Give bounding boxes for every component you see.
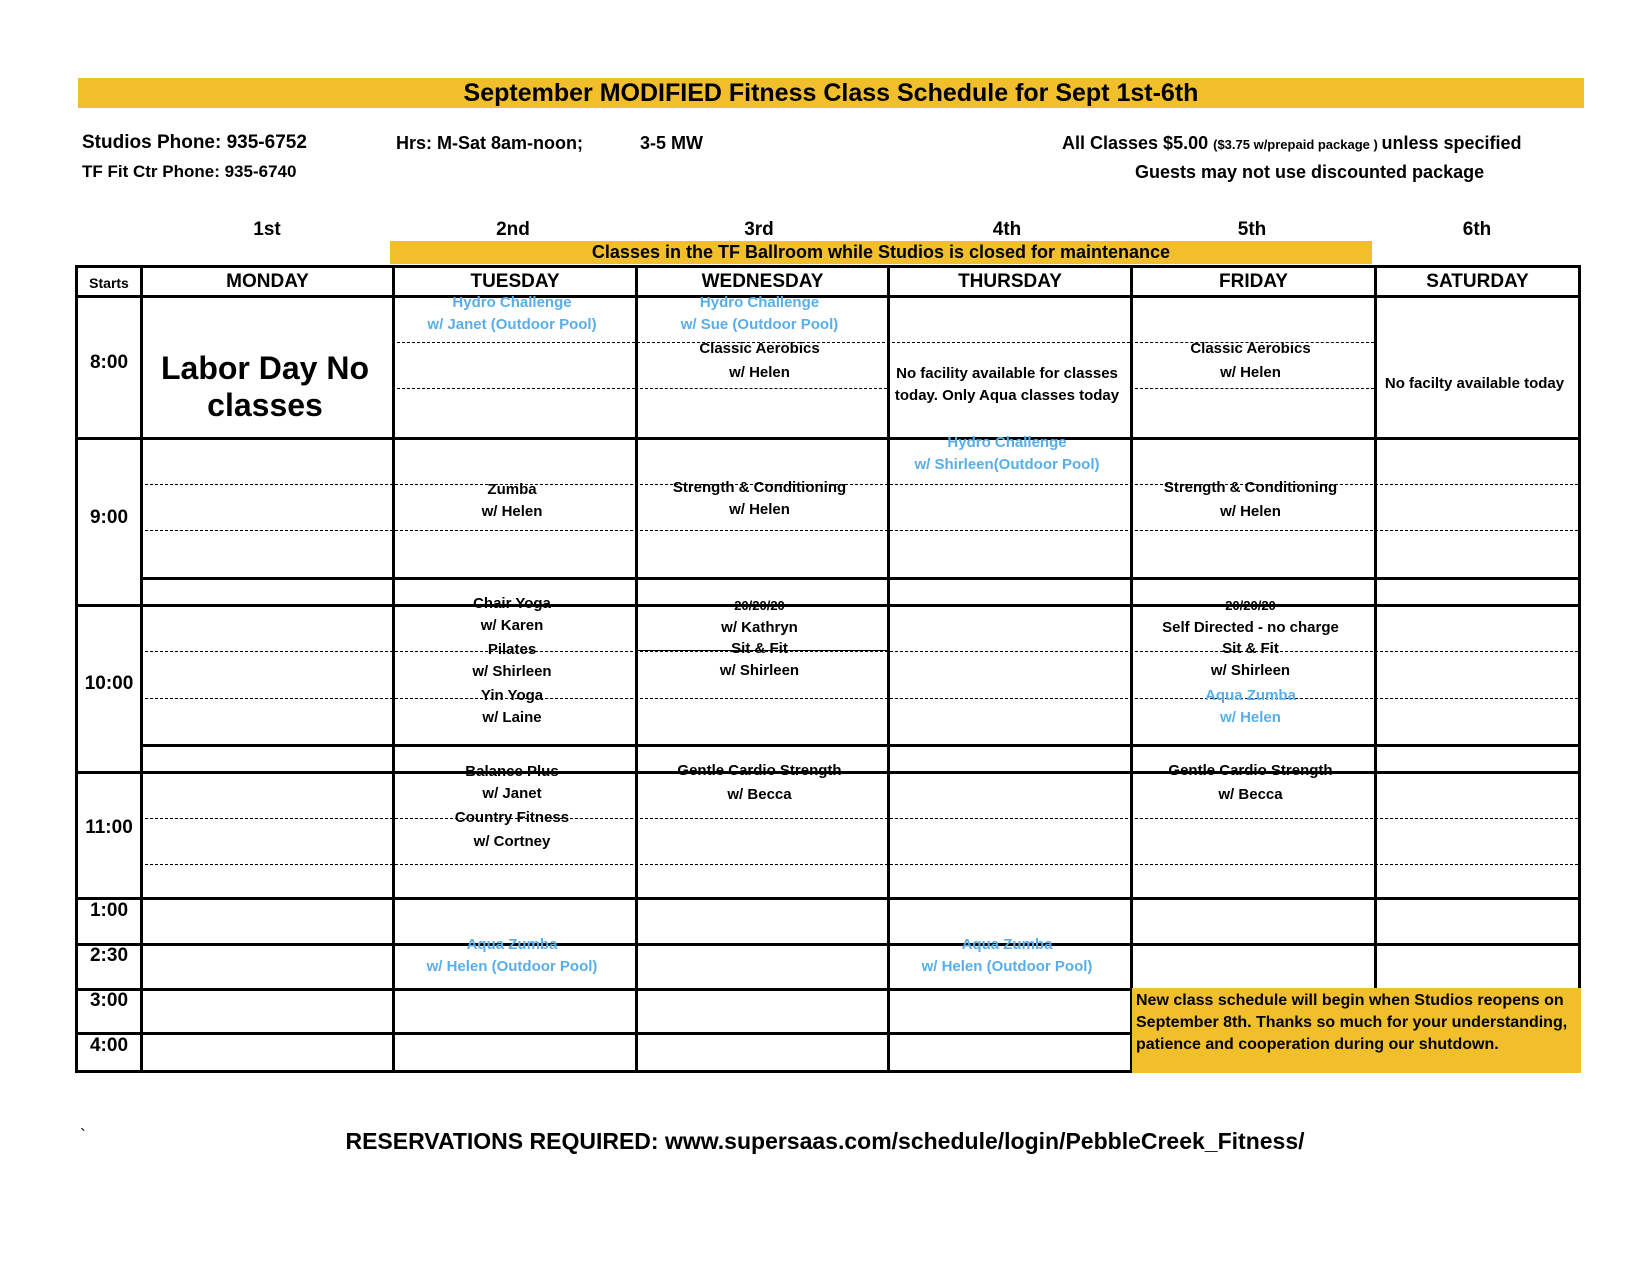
hours-extra: 3-5 MW: [640, 133, 703, 153]
time-10: 10:00: [84, 673, 134, 694]
class-wed-strength: Strength & Conditioning w/ Helen: [672, 479, 847, 518]
header-thursday: THURSDAY: [958, 271, 1062, 292]
class-fri-aerobics: Classic Aerobics w/ Helen: [1190, 340, 1311, 381]
class-fri-2020: 20/20/20 Self Directed - no charge: [1162, 598, 1339, 636]
time-230: 2:30: [89, 945, 129, 966]
class-wed-hydro: Hydro Challenge w/ Sue (Outdoor Pool): [680, 294, 839, 333]
class-tue-balance-plus: Balance Plus w/ Janet: [465, 763, 559, 802]
header-saturday: SATURDAY: [1426, 271, 1529, 292]
class-thu-hydro: Hydro Challenge w/ Shirleen(Outdoor Pool): [914, 434, 1100, 473]
price-main: All Classes $5.00: [1062, 133, 1214, 153]
day-num-1: 1st: [253, 219, 281, 240]
hours: Hrs: M-Sat 8am-noon;: [396, 133, 584, 153]
page-title: September MODIFIED Fitness Class Schedule for Sept 1st-6th: [78, 78, 1584, 108]
guests-note: Guests may not use discounted package: [1135, 162, 1485, 182]
studios-phone: Studios Phone: 935-6752: [82, 132, 307, 153]
class-wed-sit-fit: Sit & Fit w/ Shirleen: [719, 640, 800, 679]
saturday-note: No facilty available today: [1384, 375, 1565, 392]
day-num-3: 3rd: [744, 219, 774, 240]
time-9: 9:00: [89, 507, 129, 528]
reservations-footer: RESERVATIONS REQUIRED: www.supersaas.com/schedule/login/PebbleCreek_Fitness/: [345, 1128, 1305, 1154]
class-fri-sit-fit: Sit & Fit w/ Shirleen: [1210, 640, 1291, 679]
time-4: 4:00: [89, 1035, 129, 1056]
closed-band: Classes in the TF Ballroom while Studios is closed for maintenance: [390, 241, 1372, 264]
header-tuesday: TUESDAY: [470, 271, 560, 292]
class-tue-chair-yoga: Chair Yoga w/ Karen: [473, 595, 551, 634]
thursday-note: No facility available for classes today. Only Aqua classes today: [894, 365, 1120, 404]
class-thu-aqua-zumba: Aqua Zumba w/ Helen (Outdoor Pool): [921, 936, 1093, 975]
class-tue-country-fitness: Country Fitness w/ Cortney: [454, 809, 570, 850]
class-tue-hydro: Hydro Challenge w/ Janet (Outdoor Pool): [427, 294, 597, 333]
time-11: 11:00: [85, 817, 133, 838]
day-num-2: 2nd: [496, 219, 530, 240]
class-fri-gentle-cardio: Gentle Cardio Strength w/ Becca: [1168, 762, 1333, 803]
header-friday: FRIDAY: [1219, 271, 1288, 292]
price-info: [1062, 133, 1522, 154]
starts-header: Starts: [89, 275, 129, 291]
class-tue-yin-yoga: Yin Yoga w/ Laine: [480, 687, 544, 726]
class-wed-2020: 20/20/20 w/ Kathryn: [721, 598, 798, 636]
price-tail: unless specified: [1381, 133, 1522, 153]
time-8: 8:00: [89, 352, 129, 373]
class-wed-gentle-cardio: Gentle Cardio Strength w/ Becca: [677, 762, 842, 803]
class-wed-aerobics: Classic Aerobics w/ Helen: [699, 340, 820, 381]
stray-mark: `: [80, 1126, 86, 1146]
header-monday: MONDAY: [226, 271, 309, 292]
time-1: 1:00: [89, 900, 129, 921]
header-wednesday: WEDNESDAY: [701, 271, 824, 292]
class-tue-aqua-zumba: Aqua Zumba w/ Helen (Outdoor Pool): [426, 936, 598, 975]
class-fri-strength: Strength & Conditioning w/ Helen: [1163, 479, 1338, 520]
day-num-5: 5th: [1237, 219, 1267, 240]
time-3: 3:00: [89, 990, 129, 1011]
price-small: ($3.75 w/prepaid package ): [1213, 137, 1382, 152]
class-tue-zumba: Zumba w/ Helen: [481, 481, 543, 520]
new-schedule-note: New class schedule will begin when Studios reopens on September 8th. Thanks so much for your understanding, patience and cooperation during our shutdown.: [1132, 988, 1581, 1073]
labor-day-note: Labor Day No classes: [160, 350, 370, 423]
tf-phone: TF Fit Ctr Phone: 935-6740: [82, 162, 297, 181]
day-num-4: 4th: [992, 219, 1022, 240]
class-fri-aqua-zumba: Aqua Zumba w/ Helen: [1205, 687, 1296, 726]
day-num-6: 6th: [1462, 219, 1492, 240]
class-tue-pilates: Pilates w/ Shirleen: [472, 641, 552, 680]
